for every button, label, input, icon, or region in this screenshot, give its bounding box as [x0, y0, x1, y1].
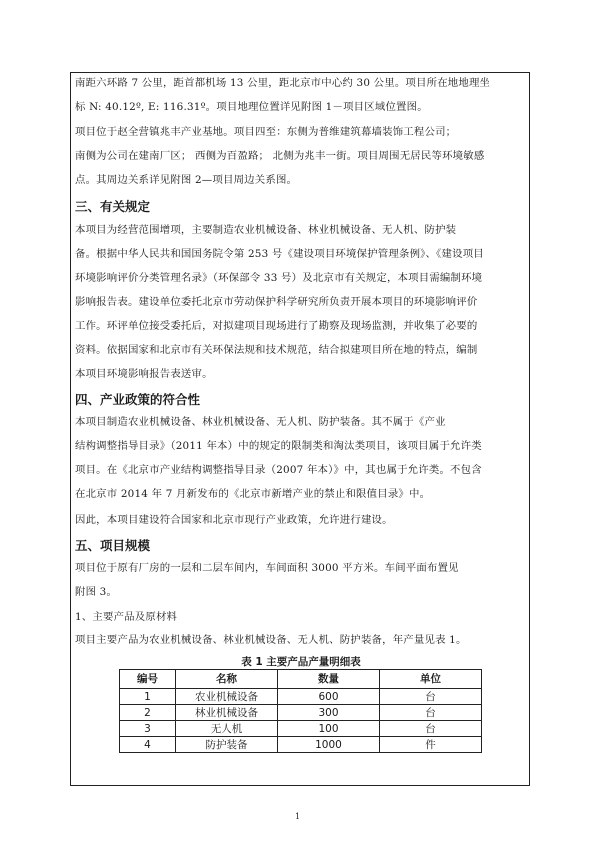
text-line: 本项目为经营范围增项，主要制造农业机械设备、林业机械设备、无人机、防护装: [75, 224, 457, 236]
table-cell: 台: [380, 721, 482, 737]
table-cell: 林业机械设备: [176, 705, 278, 721]
text-line: 工作。环评单位接受委托后，对拟建项目现场进行了勘察及现场监测，并收集了必要的: [75, 320, 478, 332]
document-frame: [70, 72, 530, 786]
table-cell: 1000: [278, 737, 380, 753]
text-line: 本项目环境影响报告表送审。: [75, 368, 213, 380]
table-row: [120, 689, 482, 705]
page-number: 1: [294, 812, 301, 821]
text-line: 资料。依据国家和北京市有关环保法规和技术规范，结合拟建项目所在地的特点，编制: [75, 344, 478, 356]
product-table: [119, 669, 482, 753]
text-line: 结构调整指导目录》（2011 年本）中的规定的限制类和淘汰类项目，该项目属于允许类: [75, 440, 482, 452]
table-row: [120, 705, 482, 721]
text-line: 南距六环路 7 公里，距首都机场 13 公里，距北京市中心约 30 公里。项目所在地地理坐: [75, 77, 491, 89]
table-row: [120, 721, 482, 737]
table-cell: 台: [380, 689, 482, 705]
table-cell: 1: [120, 689, 176, 705]
text-line: 附图 3。: [75, 586, 118, 598]
header-cell: 单位: [380, 670, 482, 689]
header-cell: 名称: [176, 670, 278, 689]
table-cell: 件: [380, 737, 482, 753]
text-line: 项目主要产品为农业机械设备、林业机械设备、无人机、防护装备，年产量见表 1。: [75, 634, 467, 646]
text-line: 因此，本项目建设符合国家和北京市现行产业政策，允许进行建设。: [75, 514, 393, 526]
table-header-row: [120, 670, 482, 689]
table-cell: 300: [278, 705, 380, 721]
text-line: 环境影响评价分类管理名录》（环保部令 33 号）及北京市有关规定，本项目需编制环境: [75, 272, 483, 284]
text-line: 本项目制造农业机械设备、林业机械设备、无人机、防护装备。其不属于《产业: [75, 416, 446, 428]
text-line: 项目位于赵全营镇兆丰产业基地。项目四至：东侧为普维建筑幕墙装饰工程公司；: [75, 126, 457, 138]
section-heading: 五、项目规模: [75, 538, 151, 553]
table-row: [120, 737, 482, 753]
subsection-title: 1、主要产品及原材料: [75, 611, 178, 623]
table-cell: 4: [120, 737, 176, 753]
table-cell: 3: [120, 721, 176, 737]
text-line: 影响报告表。建设单位委托北京市劳动保护科学研究所负责开展本项目的环境影响评价: [75, 296, 478, 308]
table-cell: 100: [278, 721, 380, 737]
table-caption: 表 1 主要产品产量明细表: [241, 656, 361, 668]
text-line: 项目。在《北京市产业结构调整指导目录（2007 年本）》中，其也属于允许类。不包含: [75, 464, 482, 476]
table-cell: 台: [380, 705, 482, 721]
table-cell: 农业机械设备: [176, 689, 278, 705]
table-cell: 防护装备: [176, 737, 278, 753]
text-line: 备。根据中华人民共和国国务院令第 253 号《建设项目环境保护管理条例》、《建设项目: [75, 248, 484, 260]
text-line: 在北京市 2014 年 7 月新发布的《北京市新增产业的禁止和限值目录》中。: [75, 488, 431, 500]
section-heading: 四、产业政策的符合性: [75, 392, 201, 407]
section-heading: 三、有关规定: [75, 199, 151, 214]
table-cell: 600: [278, 689, 380, 705]
text-line: 南侧为公司在建南厂区； 西侧为百盈路； 北侧为兆丰一街。项目周围无居民等环境敏感: [75, 150, 485, 162]
text-line: 项目位于原有厂房的一层和二层车间内，车间面积 3000 平方米。车间平面布置见: [75, 562, 459, 574]
text-line: 标 N: 40.12º, E: 116.31º。项目地理位置详见附图 1－项目区域位置图。: [75, 101, 428, 113]
table-cell: 2: [120, 705, 176, 721]
text-line: 点。其周边关系详见附图 2—项目周边关系图。: [75, 174, 298, 186]
header-cell: 编号: [120, 670, 176, 689]
header-cell: 数量: [278, 670, 380, 689]
table-cell: 无人机: [176, 721, 278, 737]
